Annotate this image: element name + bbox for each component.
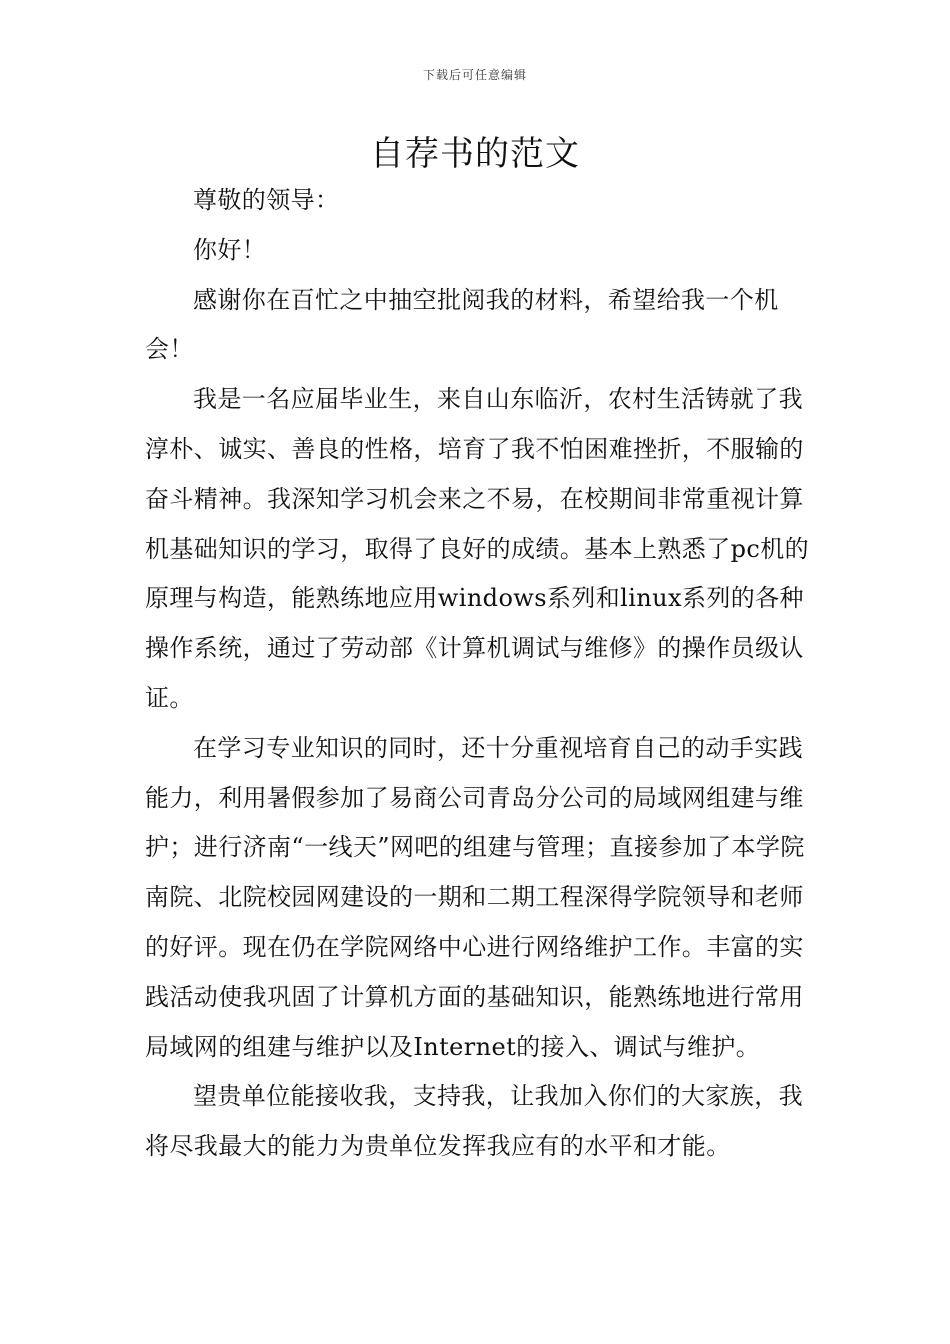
paragraph-background: 我是一名应届毕业生，来自山东临沂，农村生活铸就了我淳朴、诚实、善良的性格，培育了我不怕困难挫折，不服输的奋斗精神。我深知学习机会来之不易，在校期间非常重视计算机基础知识的学习，取得了良好的成绩。基本上熟悉了pc机的原理与构造，能熟练地应用windows系列和linux系列的各种操作系统，通过了劳动部《计算机调试与维修》的操作员级认证。: [145, 385, 810, 712]
paragraph-thanks: 感谢你在百忙之中抽空批阅我的材料，希望给我一个机会！: [145, 285, 779, 364]
paragraph-closing: 望贵单位能接收我，支持我，让我加入你们的大家族，我将尽我最大的能力为贵单位发挥我应有的水平和才能。: [145, 1082, 803, 1161]
header-note: 下载后可任意编辑: [422, 68, 527, 82]
salutation: 尊敬的领导：: [193, 186, 340, 214]
document-title: 自荐书的范文: [370, 134, 580, 174]
greeting: 你好！: [193, 235, 267, 264]
paragraph-practice: 在学习专业知识的同时，还十分重视培育自己的动手实践能力，利用暑假参加了易商公司青岛分公司的局域网组建与维护；进行济南“一线天”网吧的组建与管理；直接参加了本学院南院、北院校园网建设的一期和二期工程深得学院领导和老师的好评。现在仍在学院网络中心进行网络维护工作。丰富的实践活动使我巩固了计算机方面的基础知识，能熟练地进行常用局域网的组建与维护以及Internet的接入、调试与维护。: [145, 733, 805, 1061]
document-body: [145, 176, 810, 1172]
